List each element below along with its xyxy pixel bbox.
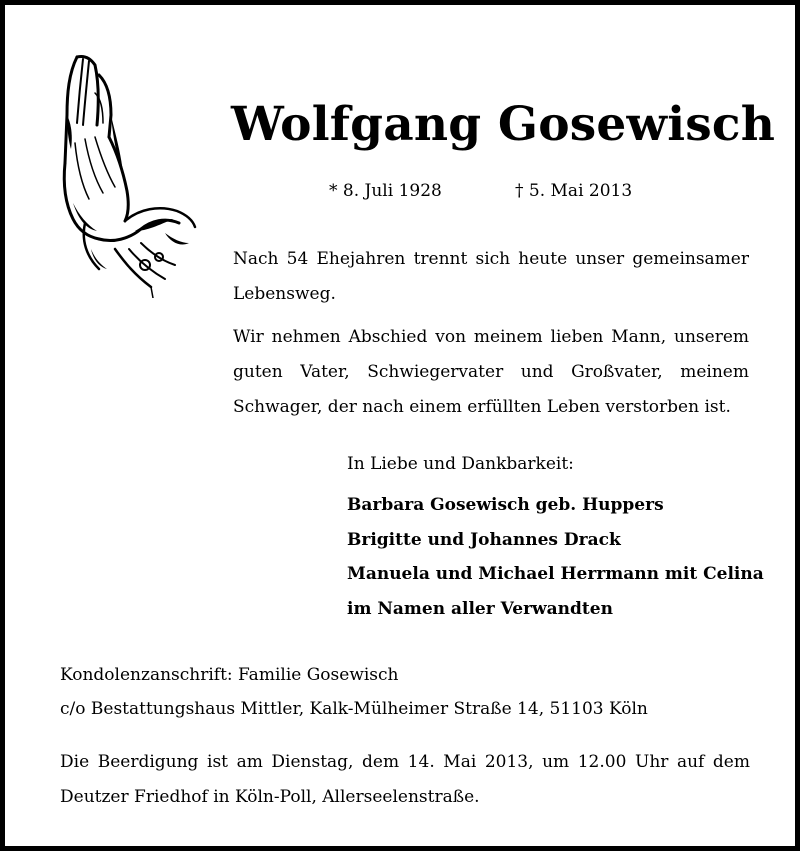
intro-paragraph: Nach 54 Ehejahren trennt sich heute unser gemeinsamer Lebensweg. — [233, 249, 749, 304]
death-date: † 5. Mai 2013 — [515, 181, 633, 201]
mourner-item: Manuela und Michael Herrmann mit Celina — [347, 564, 764, 584]
deceased-name: Wolfgang Gosewisch — [231, 97, 776, 152]
mourner-item: im Namen aller Verwandten — [347, 598, 613, 619]
birth-date: * 8. Juli 1928 — [329, 181, 442, 201]
farewell-paragraph: Wir nehmen Abschied von meinem lieben Mann, unserem guten Vater, Schwiegervater und Großvater, meinem Schwager, der nach einem erfüllten Leben verstorben ist. — [233, 327, 749, 417]
mourner-item: Barbara Gosewisch geb. Huppers — [347, 495, 664, 515]
condolence-address-line: c/o Bestattungshaus Mittler, Kalk-Mülheimer Straße 14, 51103 Köln — [60, 699, 648, 719]
signoff: In Liebe und Dankbarkeit: — [347, 454, 574, 474]
condolence-address-line: Kondolenzanschrift: Familie Gosewisch — [60, 665, 399, 685]
burial-info: Die Beerdigung ist am Dienstag, dem 14. Mai 2013, um 12.00 Uhr auf dem Deutzer Friedhof in Köln-Poll, Allerseelenstraße. — [60, 752, 750, 807]
mourner-item: Brigitte und Johannes Drack — [347, 529, 621, 550]
praying-hands-icon — [55, 53, 200, 298]
mourners-list — [347, 488, 764, 626]
